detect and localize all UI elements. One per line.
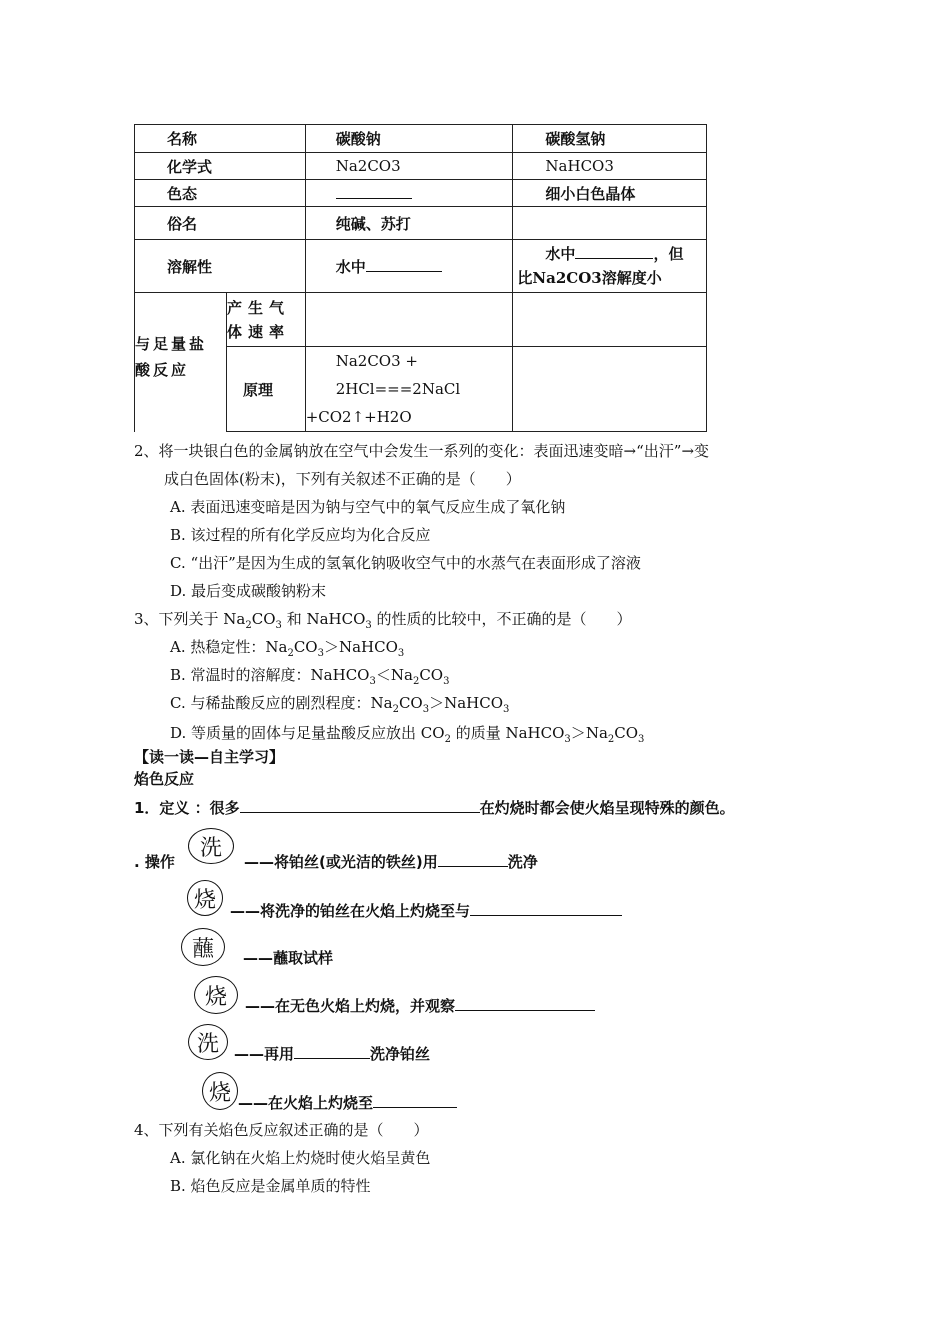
- table-row: [135, 240, 707, 293]
- blank-line: [240, 798, 480, 813]
- blank-line: [438, 852, 508, 867]
- table-cell: [513, 293, 707, 347]
- table-cell: NaHCO3: [513, 153, 707, 180]
- table-row: [135, 125, 707, 153]
- dip-icon: 蘸: [181, 928, 225, 966]
- definition-line: 1．定义 ：很多 在灼烧时都会使火焰呈现特殊的颜色。: [134, 799, 735, 817]
- q4-option: A. 氯化钠在火焰上灼烧时使火焰呈黄色: [170, 1149, 431, 1167]
- step-line: ——将铂丝(或光洁的铁丝)用 洗净: [244, 853, 538, 871]
- blank-line: [470, 901, 622, 916]
- q4-option: B. 焰色反应是金属单质的特性: [170, 1177, 371, 1195]
- solubility-text: 比Na2CO3溶解度小: [517, 269, 662, 287]
- table-cell: [513, 207, 707, 240]
- table-cell: 名称: [135, 125, 306, 153]
- q3-option: D. 等质量的固体与足量盐酸反应放出 $CO_2$ 的质量 $NaHCO_3>Na_2CO_3$: [170, 724, 645, 745]
- blank-line: [336, 184, 412, 199]
- table-cell: [513, 240, 707, 293]
- table-cell: [305, 347, 513, 432]
- solubility-text: ，但: [653, 245, 684, 263]
- step-line: ——蘸取试样: [243, 949, 334, 967]
- table-cell: 色态: [135, 180, 306, 207]
- step-line: ——在无色火焰上灼烧，并观察: [245, 995, 595, 1016]
- blank-line: [455, 996, 595, 1011]
- step-line: ——在火焰上灼烧至: [238, 1092, 457, 1113]
- q2-stem: 2、将一块银白色的金属钠放在空气中会发生一系列的变化：表面迅速变暗→“出汗”→变: [134, 442, 710, 460]
- table-cell: 细小白色晶体: [513, 180, 707, 207]
- q4-stem: 4、下列有关焰色反应叙述正确的是（ ）: [134, 1121, 429, 1139]
- q3-option: A. 热稳定性：$Na_2CO_3>NaHCO_3$: [170, 638, 405, 659]
- q2-option: B. 该过程的所有化学反应均为化合反应: [170, 526, 431, 544]
- section-title: 焰色反应: [134, 770, 195, 788]
- q2-stem: 成白色固体(粉末)，下列有关叙述不正确的是（ ）: [164, 470, 521, 488]
- table-row: [135, 293, 707, 347]
- step-line: ——再用 洗净铂丝: [234, 1045, 431, 1063]
- table-cell: 原理: [226, 347, 305, 432]
- table-row: [135, 207, 707, 240]
- q3-stem: 3、下列关于 $Na_2CO_3$ 和 NaHCO$_3$ 的性质的比较中，不正确的是（ ）: [134, 610, 632, 631]
- table-cell: 碳酸氢钠: [513, 125, 707, 153]
- table-cell: [513, 347, 707, 432]
- table-row: [135, 180, 707, 207]
- table-cell: 俗名: [135, 207, 306, 240]
- table-cell: 溶解性: [135, 240, 306, 293]
- q2-option: A. 表面迅速变暗是因为钠与空气中的氧气反应生成了氧化钠: [170, 498, 566, 516]
- step-line: ——将洗净的铂丝在火焰上灼烧至与: [230, 900, 622, 921]
- blank-line: [373, 1093, 457, 1108]
- q2-option: C. “出汗”是因为生成的氢氧化钠吸收空气中的水蒸气在表面形成了溶液: [170, 554, 641, 572]
- section-heading: 【读一读—自主学习】: [134, 748, 285, 766]
- q3-option: C. 与稀盐酸反应的剧烈程度：$Na_2CO_3>NaHCO_3$: [170, 694, 510, 715]
- burn-icon: 烧: [202, 1072, 238, 1110]
- blank-line: [294, 1044, 370, 1059]
- operation-label: . 操作: [134, 853, 175, 871]
- table-cell: 纯碱、苏打: [305, 207, 513, 240]
- burn-icon: 烧: [187, 880, 223, 916]
- equation-line: Na2CO3 + 2HCl===2NaCl: [335, 352, 461, 398]
- q2-option: D. 最后变成碳酸钠粉末: [170, 582, 327, 600]
- table-cell: [135, 293, 227, 432]
- blank-line: [366, 257, 442, 272]
- solubility-text: 水中: [335, 257, 366, 276]
- table-cell: 碳酸钠: [305, 125, 513, 153]
- table-row: [135, 153, 707, 180]
- table-cell: [305, 293, 513, 347]
- table-cell: 化学式: [135, 153, 306, 180]
- table-cell: 产生气体速率: [226, 293, 305, 347]
- comparison-table: [134, 124, 707, 432]
- table-cell: [305, 240, 513, 293]
- wash-icon: 洗: [188, 828, 234, 864]
- table-cell: [305, 180, 513, 207]
- blank-line: [575, 244, 653, 259]
- reaction-group-label: 与足量盐酸反应: [135, 335, 208, 380]
- burn-icon: 烧: [194, 976, 238, 1014]
- table-cell: Na2CO3: [305, 153, 513, 180]
- q3-option: B. 常温时的溶解度：$NaHCO_3<Na_2CO_3$: [170, 666, 450, 687]
- wash-icon: 洗: [188, 1024, 228, 1060]
- equation-line: +CO2↑+H2O: [305, 408, 412, 426]
- solubility-text: 水中: [545, 245, 576, 263]
